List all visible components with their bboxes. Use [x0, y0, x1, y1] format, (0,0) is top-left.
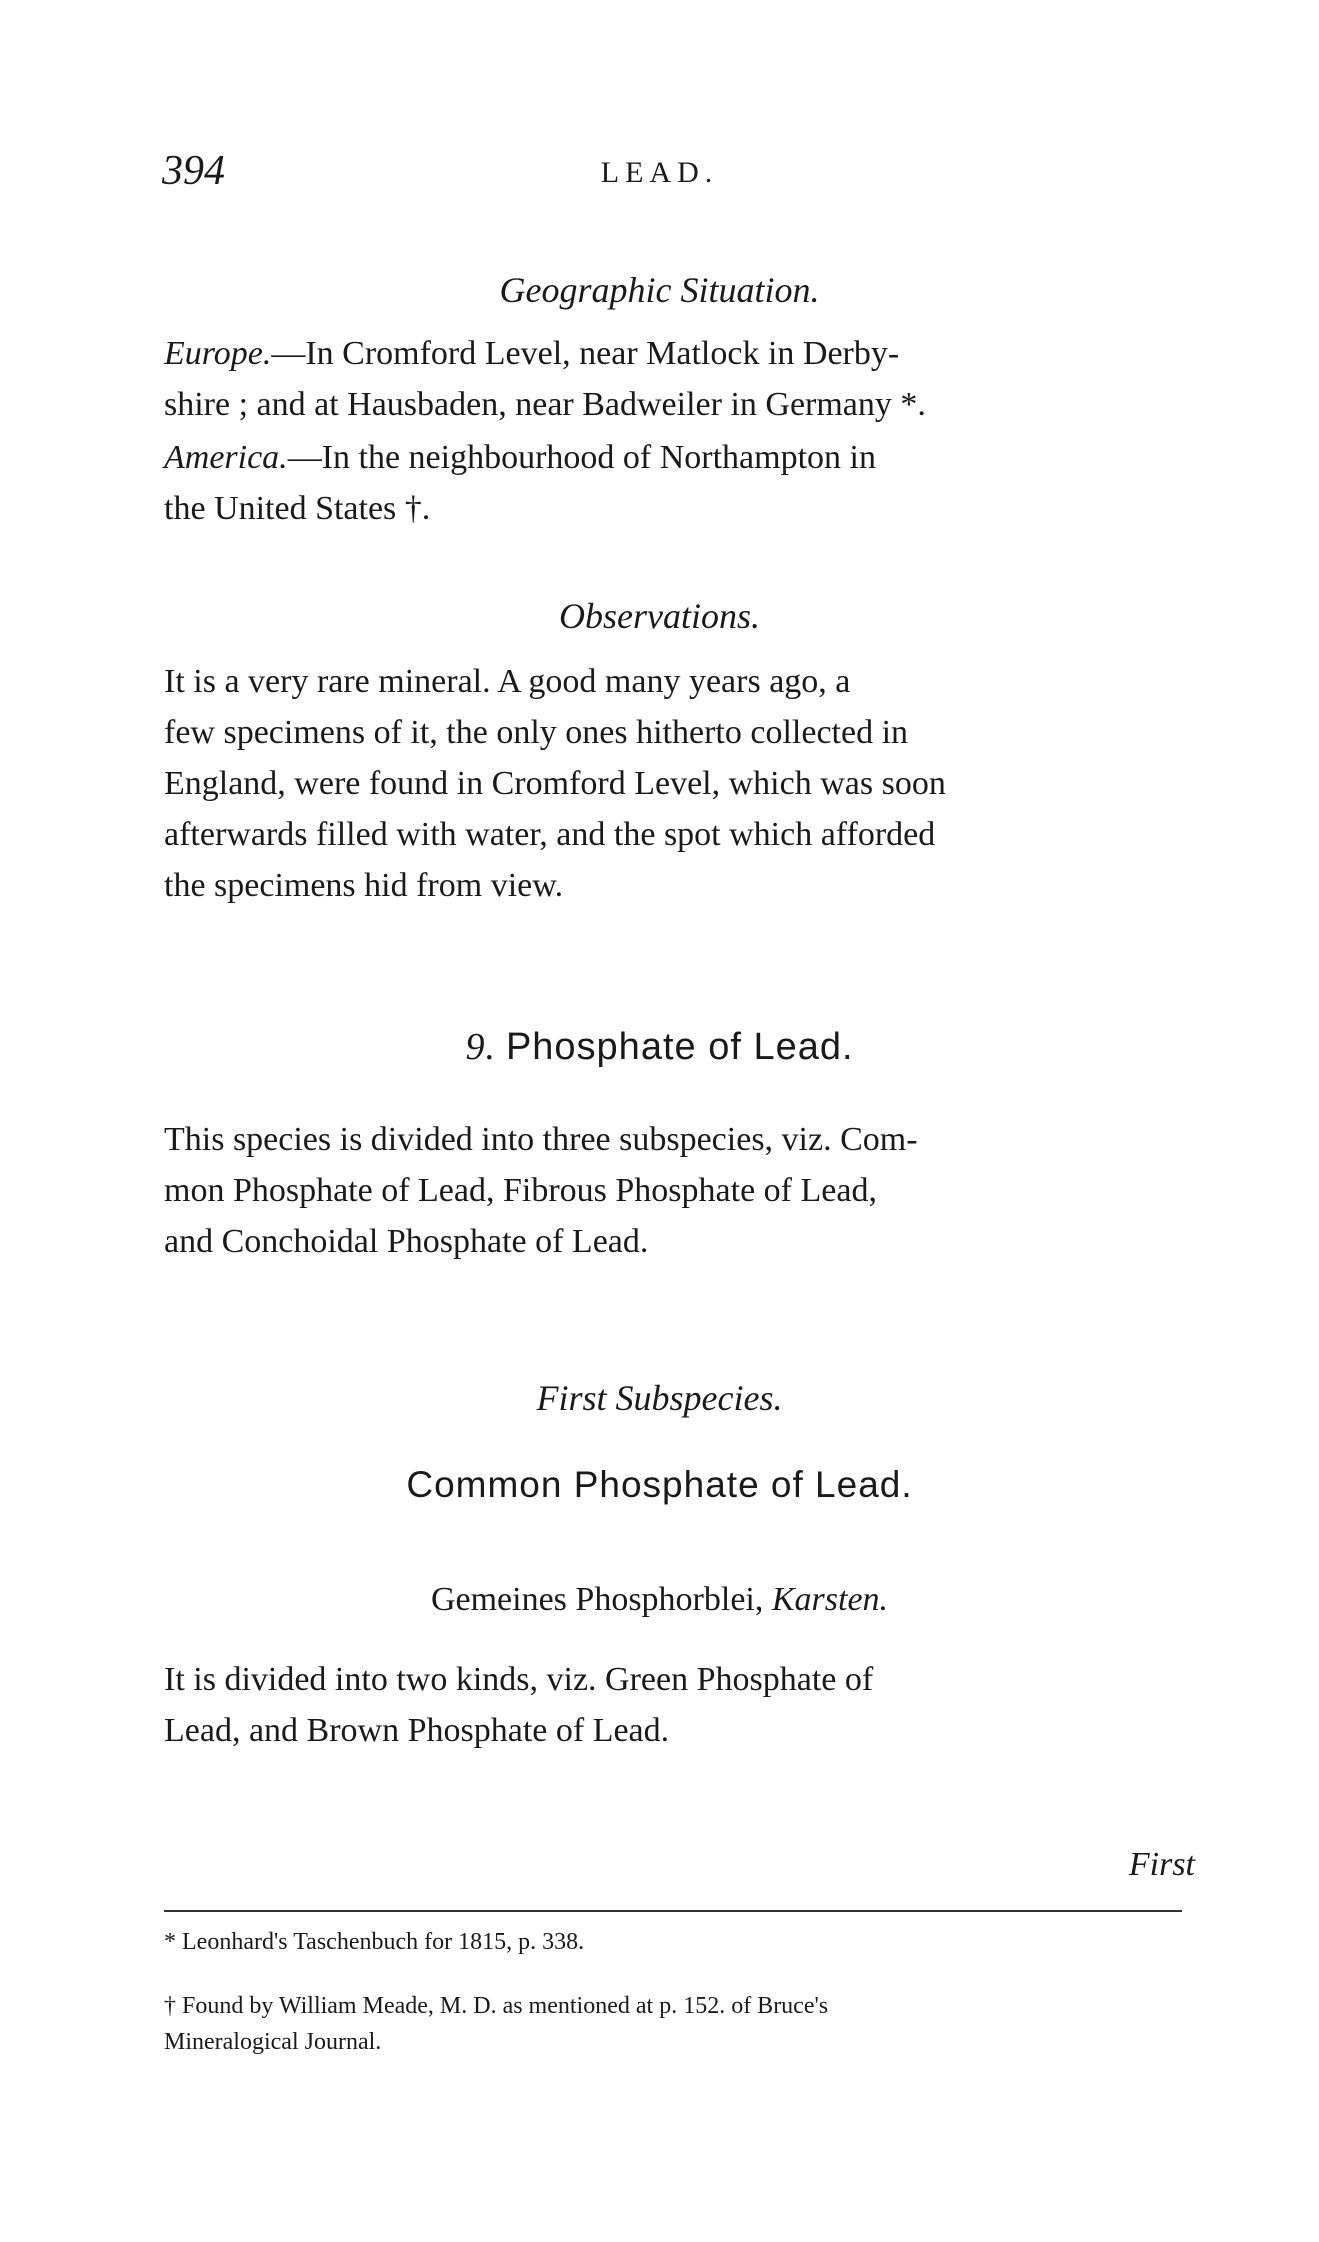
america-paragraph — [164, 432, 1196, 534]
synonym-line — [0, 1583, 1319, 1617]
america-line-1 — [164, 432, 1196, 483]
species-number: 9. — [465, 1026, 496, 1068]
footnote-2-line-2: Mineralogical Journal. — [164, 2029, 382, 2055]
observations-heading: Observations. — [559, 596, 760, 636]
species-line-2: mon Phosphate of Lead, Fibrous Phosphate of Lead, — [164, 1172, 877, 1209]
observations-paragraph — [164, 656, 1196, 911]
catchword: First — [1128, 1846, 1195, 1883]
kinds-line-1: It is divided into two kinds, viz. Green Phosphate of — [164, 1661, 874, 1698]
observations-line-3: England, were found in Cromford Level, which was soon — [164, 765, 946, 802]
america-label: America. — [164, 439, 288, 476]
synonym-author: Karsten. — [771, 1581, 889, 1618]
observations-line-1: It is a very rare mineral. A good many years ago, a — [164, 663, 851, 700]
running-head: LEAD. — [600, 156, 719, 189]
footnote-rule — [164, 1910, 1182, 1912]
species-line-1: This species is divided into three subspecies, viz. Com- — [164, 1121, 918, 1158]
america-line-2: the United States †. — [164, 490, 431, 527]
footnote-1: * Leonhard's Taschenbuch for 1815, p. 338. — [164, 1929, 585, 1955]
footnote-2 — [164, 1988, 1196, 2060]
geographic-situation-heading: Geographic Situation. — [499, 270, 820, 310]
species-paragraph — [164, 1114, 1196, 1267]
america-text-1: —In the neighbourhood of Northampton in — [287, 439, 876, 476]
synonym-text: Gemeines Phosphorblei, — [430, 1581, 764, 1618]
footnote-2-line-1: † Found by William Meade, M. D. as mentioned at p. 152. of Bruce's — [164, 1993, 829, 2019]
kinds-paragraph — [164, 1654, 1196, 1756]
europe-paragraph — [164, 328, 1196, 430]
observations-line-4: afterwards filled with water, and the spot which afforded — [164, 816, 936, 853]
species-name: Phosphate of Lead. — [505, 1026, 854, 1068]
first-subspecies-heading: First Subspecies. — [536, 1378, 783, 1418]
europe-line-2: shire ; and at Hausbaden, near Badweiler in Germany *. — [164, 386, 926, 423]
species-line-3: and Conchoidal Phosphate of Lead. — [164, 1223, 649, 1260]
page-number: 394 — [162, 148, 225, 194]
kinds-line-2: Lead, and Brown Phosphate of Lead. — [164, 1712, 670, 1749]
species-title — [0, 1028, 1319, 1066]
europe-line-1 — [164, 328, 1196, 379]
observations-line-5: the specimens hid from view. — [164, 867, 564, 904]
observations-line-2: few specimens of it, the only ones hitherto collected in — [164, 714, 909, 751]
subspecies-title: Common Phosphate of Lead. — [406, 1464, 913, 1505]
europe-text-1: —In Cromford Level, near Matlock in Derby- — [271, 335, 900, 372]
europe-label: Europe. — [164, 335, 272, 372]
